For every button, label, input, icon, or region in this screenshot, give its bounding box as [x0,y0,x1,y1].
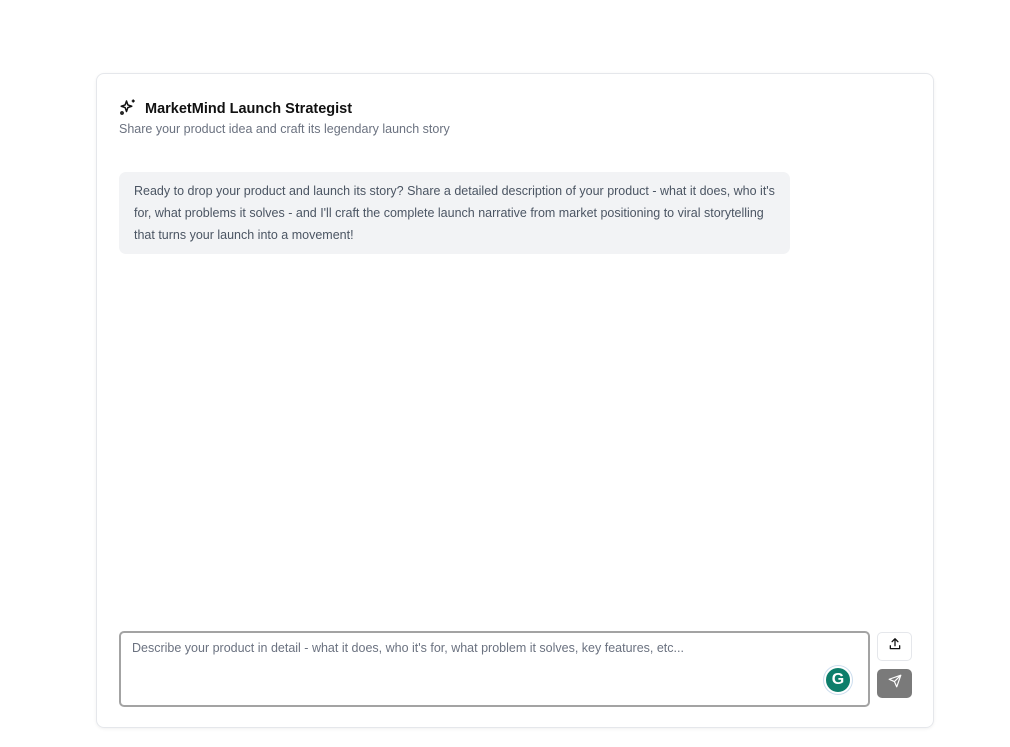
send-button[interactable] [877,669,912,698]
upload-icon [888,637,902,656]
page-subtitle: Share your product idea and craft its legendary launch story [119,122,450,136]
send-icon [888,674,902,693]
chat-card [96,73,934,728]
grammarly-icon[interactable]: G [824,666,852,694]
product-description-input[interactable] [119,631,870,707]
page-title: MarketMind Launch Strategist [145,101,353,117]
input-placeholder: Describe your product in detail - what it does, who it's for, what problem it solves, key features, etc... [132,641,684,655]
upload-button[interactable] [877,632,912,661]
sparkles-icon [119,98,137,120]
header [119,98,450,136]
assistant-message: Ready to drop your product and launch its story? Share a detailed description of your product - what it does, who it's for, what problems it solves - and I'll craft the complete launch narrative from market positioning to viral storytelling that turns your launch into a movement! [119,172,790,254]
